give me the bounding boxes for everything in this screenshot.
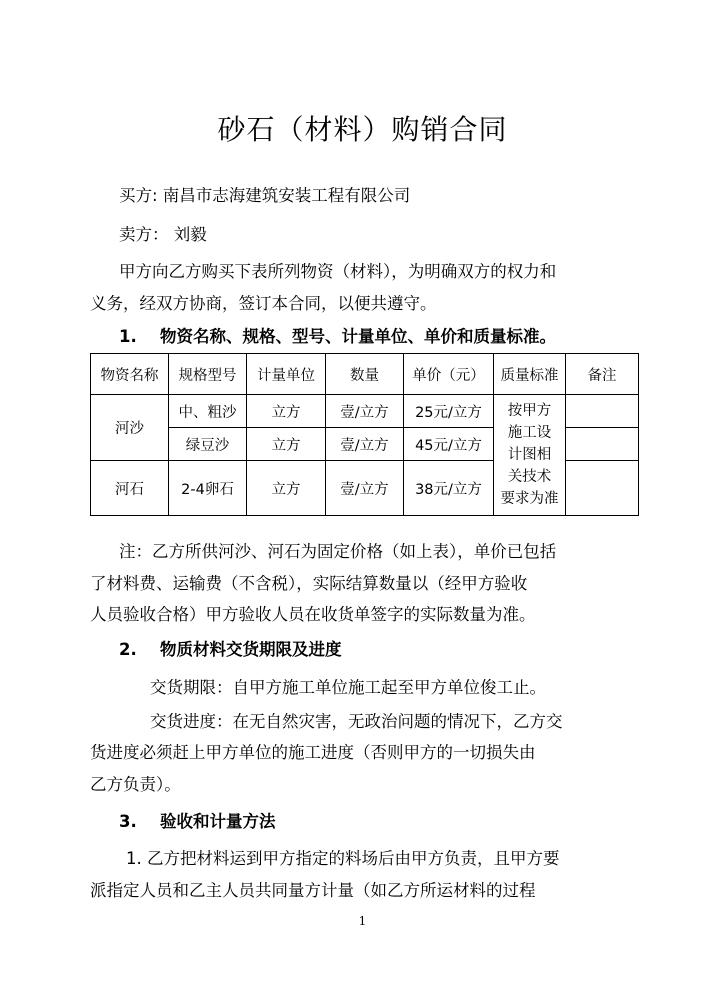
material-name-cell: 河石 <box>91 461 169 516</box>
table-header: 数量 <box>326 354 404 395</box>
spec-cell: 绿豆沙 <box>169 428 247 461</box>
quality-line: 关技术 <box>507 469 552 485</box>
note-line: 了材料费、运输费（不含税），实际结算数量以（经甲方验收 <box>90 574 528 593</box>
acceptance-line: 派指定人员和乙主人员共同量方计量（如乙方所运材料的过程 <box>90 881 536 900</box>
quality-standard-cell <box>494 395 566 516</box>
unit-cell: 立方 <box>247 395 326 428</box>
note-cell <box>566 461 639 516</box>
goods-table <box>90 353 639 516</box>
quality-line: 施工设 <box>507 425 552 441</box>
table-header: 计量单位 <box>247 354 326 395</box>
table-row <box>91 395 639 428</box>
table-header: 质量标准 <box>494 354 566 395</box>
note-line: 注：乙方所供河沙、河石为固定价格（如上表），单价已包括 <box>119 542 557 561</box>
section-1-number: 1. <box>119 327 137 346</box>
unit-cell: 立方 <box>247 428 326 461</box>
note-cell <box>566 428 639 461</box>
spec-cell: 2-4卵石 <box>169 461 247 516</box>
note-line: 人员验收合格）甲方验收人员在收货单签字的实际数量为准。 <box>90 605 536 624</box>
quality-line: 计图相 <box>507 447 552 463</box>
delivery-progress-line: 乙方负责）。 <box>90 775 181 794</box>
price-cell: 45元/立方 <box>404 428 494 461</box>
delivery-progress-line: 交货进度：在无自然灾害，无政治问题的情况下，乙方交 <box>150 712 563 731</box>
section-2-number: 2. <box>119 640 137 659</box>
quantity-cell: 壹/立方 <box>326 428 404 461</box>
unit-cell: 立方 <box>247 461 326 516</box>
delivery-period: 交货期限：自甲方施工单位施工起至甲方单位俊工止。 <box>150 678 546 697</box>
seller-line: 卖方： 刘毅 <box>119 225 207 244</box>
table-header: 单价（元） <box>404 354 494 395</box>
material-name-cell: 河沙 <box>91 395 169 461</box>
buyer-line: 买方: 南昌市志海建筑安装工程有限公司 <box>119 186 411 205</box>
quantity-cell: 壹/立方 <box>326 461 404 516</box>
acceptance-line: 1. 乙方把材料运到甲方指定的料场后由甲方负责，且甲方要 <box>126 849 560 868</box>
delivery-progress-line: 货进度必须赶上甲方单位的施工进度（否则甲方的一切损失由 <box>90 743 536 762</box>
price-cell: 38元/立方 <box>404 461 494 516</box>
intro-line: 义务，经双方协商，签订本合同，以便共遵守。 <box>90 294 437 313</box>
quantity-cell: 壹/立方 <box>326 395 404 428</box>
table-header: 物资名称 <box>91 354 169 395</box>
section-1-title: 物资名称、规格、型号、计量单位、单价和质量标准。 <box>160 327 556 346</box>
intro-line: 甲方向乙方购买下表所列物资（材料），为明确双方的权力和 <box>119 262 557 281</box>
table-header: 备注 <box>566 354 639 395</box>
table-header-row <box>91 354 639 395</box>
note-cell <box>566 395 639 428</box>
contract-title: 砂石（材料）购销合同 <box>217 113 508 146</box>
section-3-title: 验收和计量方法 <box>160 812 276 831</box>
section-2-title: 物质材料交货期限及进度 <box>160 640 342 659</box>
table-header: 规格型号 <box>169 354 247 395</box>
spec-cell: 中、粗沙 <box>169 395 247 428</box>
quality-line: 按甲方 <box>507 403 552 419</box>
section-3-number: 3. <box>119 812 137 831</box>
price-cell: 25元/立方 <box>404 395 494 428</box>
page-number: 1 <box>358 914 367 928</box>
quality-line: 要求为准 <box>500 491 559 507</box>
